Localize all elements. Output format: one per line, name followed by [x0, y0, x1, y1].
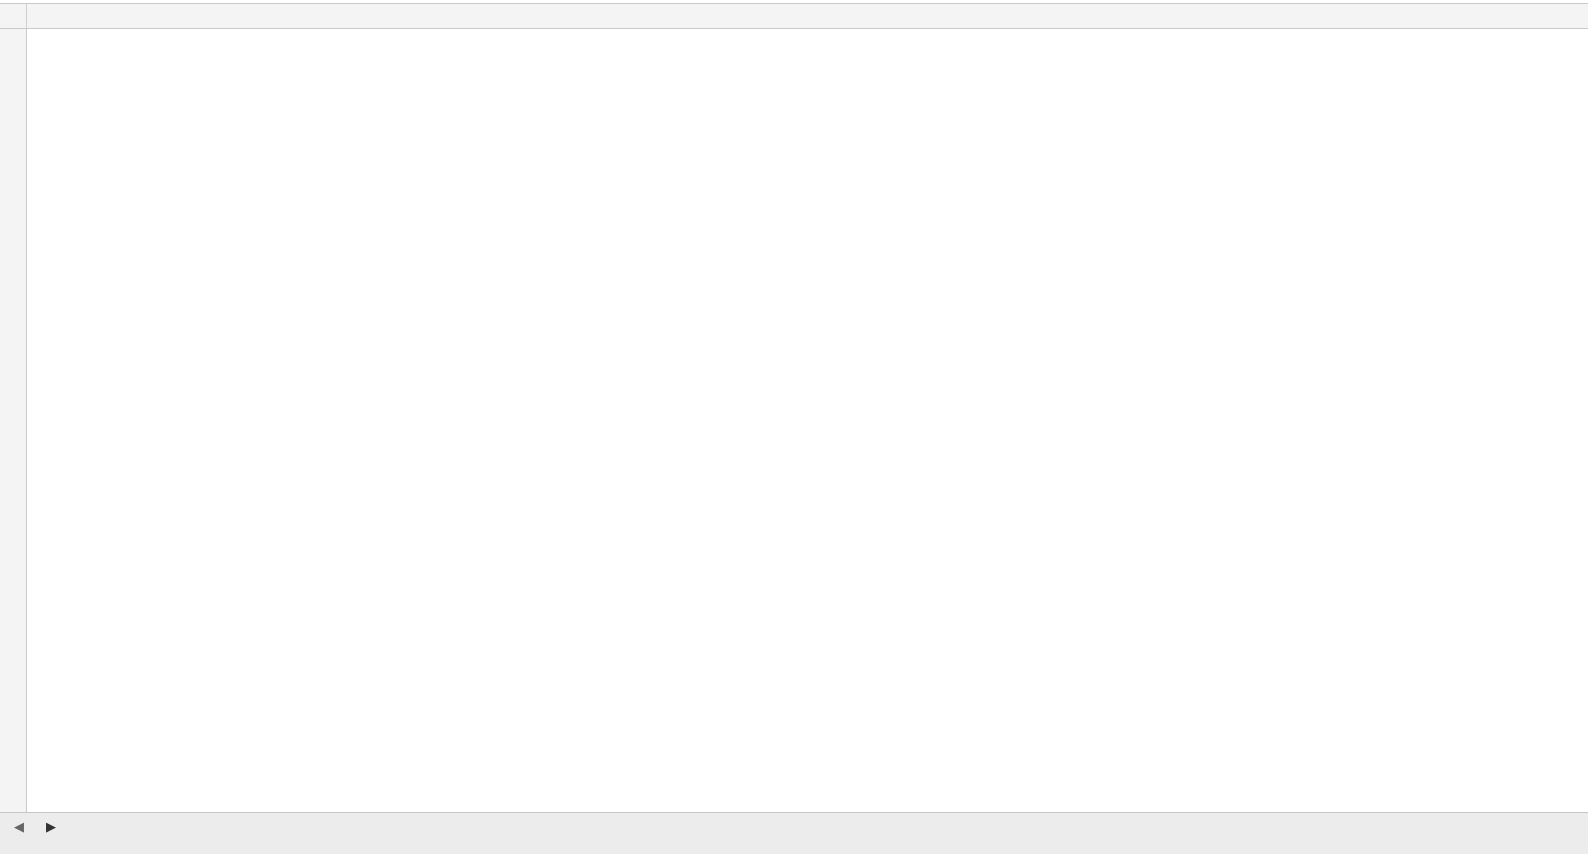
- column-header-bar: [0, 3, 1588, 29]
- title-row: [27, 29, 1427, 66]
- spreadsheet-grid: [27, 29, 1588, 817]
- select-all-corner[interactable]: [0, 4, 27, 29]
- plus-icon[interactable]: [1496, 815, 1520, 841]
- chevron-left-icon[interactable]: ◀: [14, 819, 24, 834]
- sheet-tab-bar: [0, 812, 1588, 854]
- chevron-right-icon[interactable]: ▶: [46, 819, 56, 834]
- row-header-bar: [0, 29, 27, 817]
